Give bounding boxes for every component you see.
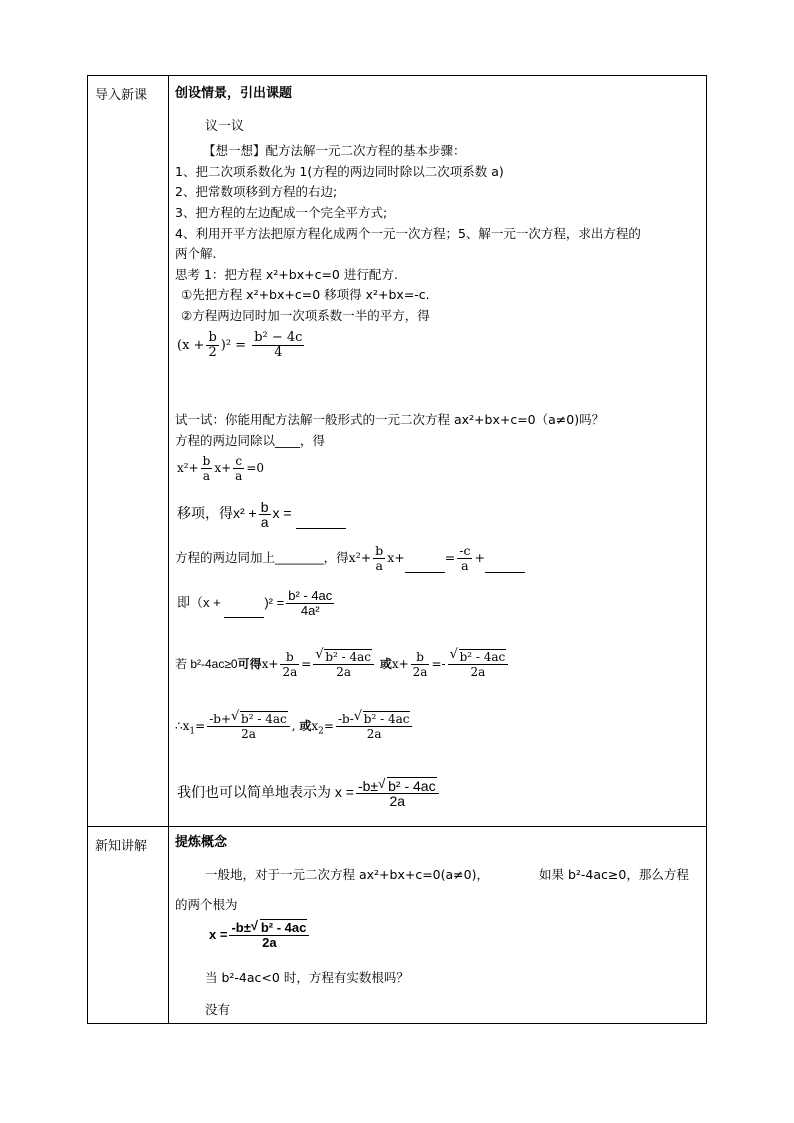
- row-label-intro: 导入新课: [95, 88, 148, 103]
- x2-var: x: [311, 719, 319, 733]
- discuss-text: 议一议: [205, 119, 245, 134]
- think-1-b: ②方程两边同时加一次项系数一半的平方，得: [181, 308, 430, 323]
- sqrt-radicand: b² - 4ac: [241, 712, 287, 726]
- ji-label: 即: [177, 594, 191, 610]
- sqrt-radicand: b² - 4ac: [388, 778, 436, 794]
- row-label-new: 新知讲解: [95, 838, 148, 854]
- formula-ji: 即（x + )² = $\frac{\text{b² - 4ac}}{\text{4a²}}$: [177, 588, 333, 618]
- frac-num: b: [208, 330, 217, 345]
- heading-concept: 提炼概念: [175, 834, 228, 850]
- sqrt-radicand: b² - 4ac: [260, 919, 307, 935]
- frac-den: a: [373, 558, 385, 573]
- step-2: 2、把常数项移到方程的右边;: [175, 184, 338, 199]
- formula-move: 移项，得x² + $\frac{b}{a}$ x =: [177, 500, 346, 529]
- frac-num: -b: [337, 712, 350, 726]
- frac-num: b² − 4c: [254, 330, 303, 345]
- roots-text: 的两个根为: [175, 896, 238, 912]
- simple-label: 我们也可以简单地表示为: [177, 784, 331, 801]
- frac-num: -b: [209, 712, 221, 726]
- question-text: 当 b²-4ac<0 时，方程有实数根吗？: [205, 969, 409, 985]
- general-text-a: 一般地，对于一元二次方程 ax²+bx+c=0(a≠0)，: [205, 866, 489, 882]
- step-4b: 两个解.: [175, 246, 217, 261]
- frac-den: 2a: [229, 935, 309, 950]
- frac-num: c: [235, 454, 243, 468]
- row-label-cell: [88, 76, 169, 827]
- row-label-cell: [88, 826, 169, 1023]
- think-1: 思考 1：把方程 x²+bx+c=0 进行配方.: [175, 267, 398, 282]
- formula-divided: x²+ $\frac{b}{a}$ x+ $\frac{c}{a}$ =0: [177, 454, 265, 483]
- frac-den: 4: [252, 345, 304, 360]
- eq-zero: =0: [246, 461, 265, 475]
- step-3: 3、把方程的左边配成一个完全平方式;: [175, 205, 388, 220]
- frac-den: 2a: [207, 726, 290, 741]
- blank: [485, 558, 525, 573]
- frac-den: 2: [206, 345, 218, 360]
- think-title: 【想一想】配方法解一元二次方程的基本步骤：: [203, 143, 466, 158]
- formula-quadratic: x = $\frac{\text{-b±√ b² - 4ac}}{2a}$: [209, 921, 311, 950]
- add-label: 方程的两边同加上_______，得: [175, 551, 349, 565]
- formula-simple: 我们也可以简单地表示为 x = $\frac{\text{-b±√ b² - 4ac}}{2a}$: [177, 779, 441, 808]
- row-new-knowledge: [88, 826, 707, 1023]
- therefore-sign: ∴: [175, 719, 183, 733]
- frac-num: b: [202, 454, 211, 468]
- frac-den: a: [260, 514, 269, 530]
- frac-num: b: [286, 650, 294, 664]
- content-intro: [169, 76, 707, 827]
- frac-den: 4a²: [286, 603, 334, 618]
- answer-text: 没有: [205, 1001, 231, 1017]
- content-new-knowledge: [169, 826, 707, 1023]
- frac-num: -c: [459, 543, 471, 558]
- frac-den: 2a: [412, 665, 428, 679]
- kede-label: 可得: [237, 657, 262, 671]
- frac-den: 2a: [313, 664, 374, 679]
- sqrt-radicand: b² - 4ac: [325, 650, 371, 664]
- frac-den: 2a: [356, 793, 439, 808]
- general-text-b: 如果 b²-4ac≥0，那么方程: [539, 866, 689, 882]
- try-text: 试一试：你能用配方法解一般形式的一元二次方程 ax²+bx+c=0（a≠0)吗？: [175, 412, 605, 427]
- frac-den: a: [201, 468, 213, 483]
- formula-if: 若 b²-4ac≥0可得x+ $\frac{b}{2a}$ = √ $\frac{\text{b² - 4ac}}{2a}$ 或x+ $\frac{b}{2a}$ =- √ $\frac{\text{b² - 4ac}}{2a}$: [175, 650, 510, 679]
- lesson-table: [87, 75, 707, 1024]
- frac-num: -b: [231, 919, 244, 935]
- step-4a: 4、利用开平方法把原方程化成两个一元一次方程；5、解一元一次方程，求出方程的: [175, 226, 641, 241]
- frac-den: 2a: [336, 726, 413, 741]
- ruo-label: 若 b²-4ac≥0: [175, 657, 238, 671]
- sqrt-radicand: b² - 4ac: [459, 650, 506, 664]
- x1-var: x: [182, 719, 190, 733]
- move-label: 移项，得: [177, 505, 233, 522]
- step-1: 1、把二次项系数化为 1(方程的两边同时除以二次项系数 a): [175, 164, 504, 179]
- formula-roots: $\therefore x_1=$ $\frac{\text{-b+√ b² - 4ac}}{2a}$ , 或$x_2=$ $\frac{\text{-b-√ b² - 4ac}}{2a}$: [175, 712, 414, 741]
- blank: [224, 603, 264, 618]
- huo-label: 或: [299, 719, 312, 733]
- frac-num: -b: [357, 778, 371, 794]
- row-intro: [88, 76, 707, 827]
- blank: [296, 514, 346, 529]
- frac-den: 2a: [448, 664, 509, 679]
- frac-num: b² - 4ac: [288, 588, 333, 603]
- frac-den: a: [235, 469, 243, 483]
- blank: [405, 558, 445, 573]
- frac-den: a: [457, 558, 472, 573]
- think-1-a: ①先把方程 x²+bx+c=0 移项得 x²+bx=-c.: [181, 287, 430, 302]
- formula-add: 方程的两边同加上_______，得x²+ $\frac{b}{a}$ x+ = $\frac{-c}{a}$ +: [175, 544, 525, 573]
- huo-label: 或: [379, 657, 392, 671]
- frac-num: b: [416, 650, 424, 664]
- frac-den: 2a: [282, 665, 298, 679]
- frac-num: b: [260, 499, 269, 515]
- divide-text: 方程的两边同除以____，得: [175, 433, 326, 448]
- formula-complete-square: (x + $\frac{b}{2}$ )² = $\frac{\text{b² − 4c}}{4}$: [177, 330, 303, 360]
- frac-num: b: [375, 543, 384, 558]
- heading-intro: 创设情景，引出课题: [175, 86, 293, 101]
- sqrt-radicand: b² - 4ac: [363, 712, 410, 726]
